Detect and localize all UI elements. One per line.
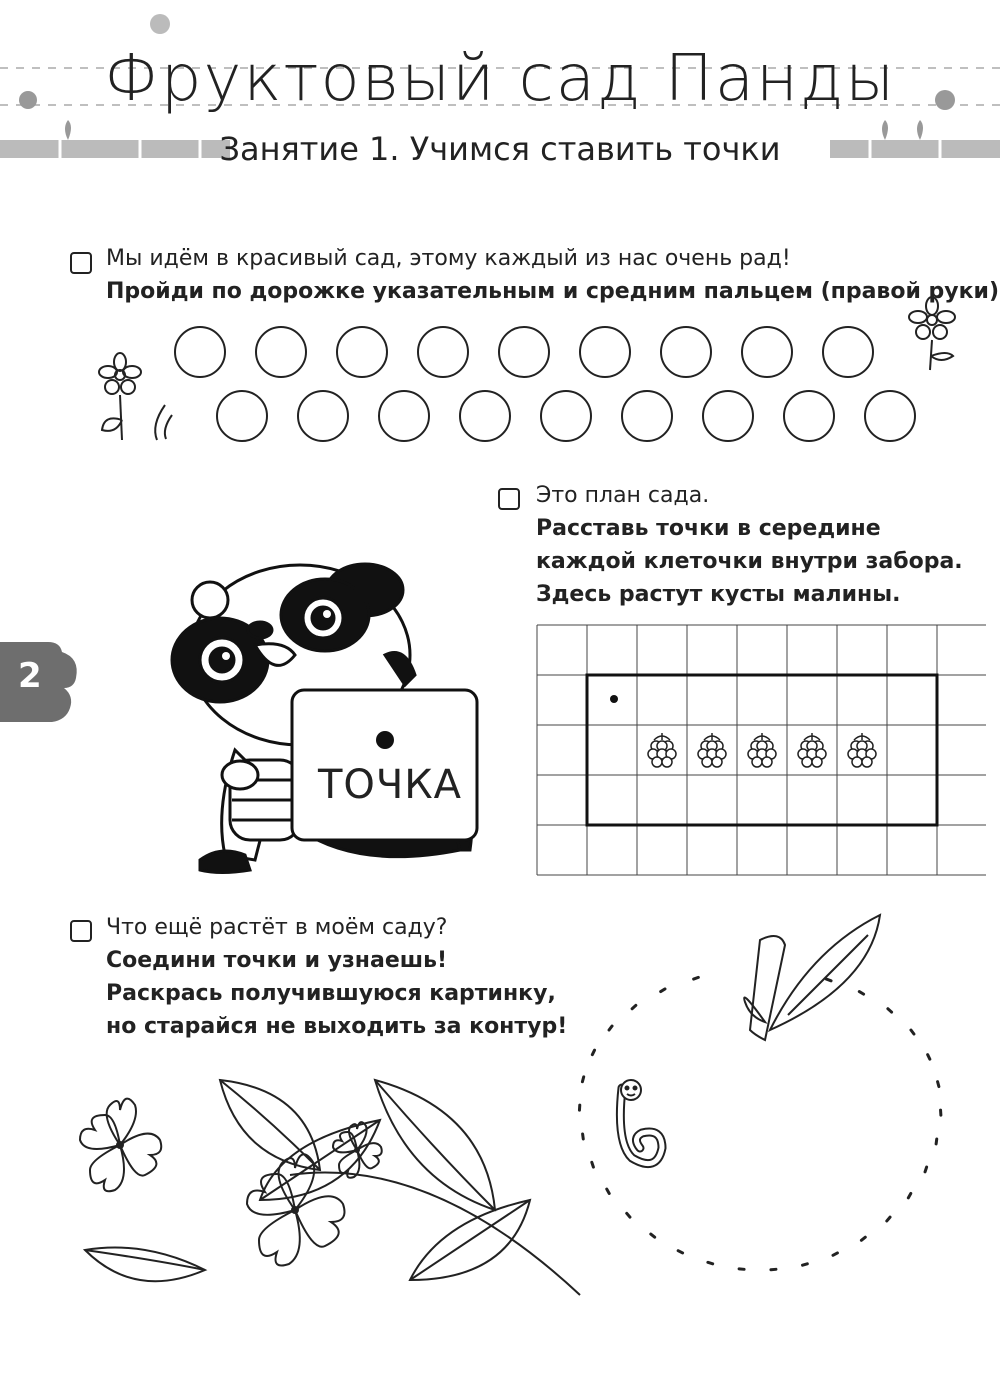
connect-dot[interactable] [861,1237,865,1240]
connect-dot[interactable] [627,1213,630,1217]
raspberry-icon [848,733,876,767]
connect-dot[interactable] [694,977,699,979]
path-circle[interactable] [298,391,348,441]
connect-dot[interactable] [938,1082,939,1087]
connect-dot[interactable] [936,1139,937,1144]
path-circle[interactable] [460,391,510,441]
path-circle[interactable] [175,327,225,377]
path-circle[interactable] [217,391,267,441]
connect-dot[interactable] [708,1262,713,1263]
connect-dot[interactable] [826,979,831,981]
task2-instruction-2: каждой клеточки внутри забора. [536,549,963,574]
sign-dot [376,731,394,749]
task3-intro: Что ещё растёт в моём саду? [106,915,448,940]
task2-instruction-1: Расставь точки в середине [536,516,881,541]
raspberry-icon [698,733,726,767]
connect-dot[interactable] [607,1189,609,1193]
connect-dot[interactable] [888,1009,892,1012]
connect-dot[interactable] [678,1251,682,1253]
path-circle[interactable] [580,327,630,377]
path-circle[interactable] [865,391,915,441]
connect-dot[interactable] [803,1264,808,1265]
task3-instruction-2: Раскрась получившуюся картинку, [106,981,556,1006]
task3-instruction-3: но старайся не выходить за контур! [106,1014,568,1039]
task1-instruction: Пройди по дорожке указательным и средним пальцем (правой руки) [106,279,1000,304]
panda-illustration [140,560,520,890]
sign-text: ТОЧКА [317,762,463,808]
connect-dot[interactable] [925,1167,927,1172]
task2-checkbox[interactable] [498,488,520,510]
path-circle[interactable] [742,327,792,377]
connect-dot[interactable] [632,1005,636,1008]
flower-branch-illustration [60,1070,600,1310]
dotted-apple-outline [560,910,980,1290]
path-circle[interactable] [661,327,711,377]
path-circle[interactable] [418,327,468,377]
path-circle[interactable] [823,327,873,377]
example-dot [610,695,618,703]
garden-plan-grid [536,624,986,878]
connect-dot[interactable] [661,989,665,992]
lesson-subtitle: Занятие 1. Учимся ставить точки [219,130,781,168]
path-circle[interactable] [379,391,429,441]
path-circle[interactable] [256,327,306,377]
path-circle[interactable] [703,391,753,441]
task1-intro: Мы идём в красивый сад, этому каждый из нас очень рад! [106,246,791,271]
task2-intro: Это план сада. [536,483,710,508]
page-number: 2 [18,656,42,696]
path-circle[interactable] [499,327,549,377]
flower-icon [90,350,180,450]
connect-dot[interactable] [859,992,863,995]
raspberry-icon [798,733,826,767]
task2-instruction-3: Здесь растут кусты малины. [536,582,901,607]
task1-checkbox[interactable] [70,252,92,274]
path-circle[interactable] [541,391,591,441]
raspberry-icon [748,733,776,767]
connect-dot[interactable] [651,1234,655,1237]
flower-icon [900,290,970,380]
path-circle[interactable] [337,327,387,377]
connect-dot[interactable] [911,1030,914,1034]
worm-icon [620,1080,662,1164]
connect-dot[interactable] [609,1026,612,1030]
connect-dot[interactable] [928,1055,930,1060]
connect-dot[interactable] [887,1217,890,1221]
connect-dot[interactable] [908,1193,910,1197]
connect-dot[interactable] [833,1253,837,1255]
raspberry-icon [648,733,676,767]
path-circle[interactable] [784,391,834,441]
path-circle[interactable] [622,391,672,441]
task3-checkbox[interactable] [70,920,92,942]
page-title: Фруктовый сад Панды [103,42,897,116]
task3-instruction-1: Соедини точки и узнаешь! [106,948,448,973]
connect-dot[interactable] [592,1050,594,1055]
